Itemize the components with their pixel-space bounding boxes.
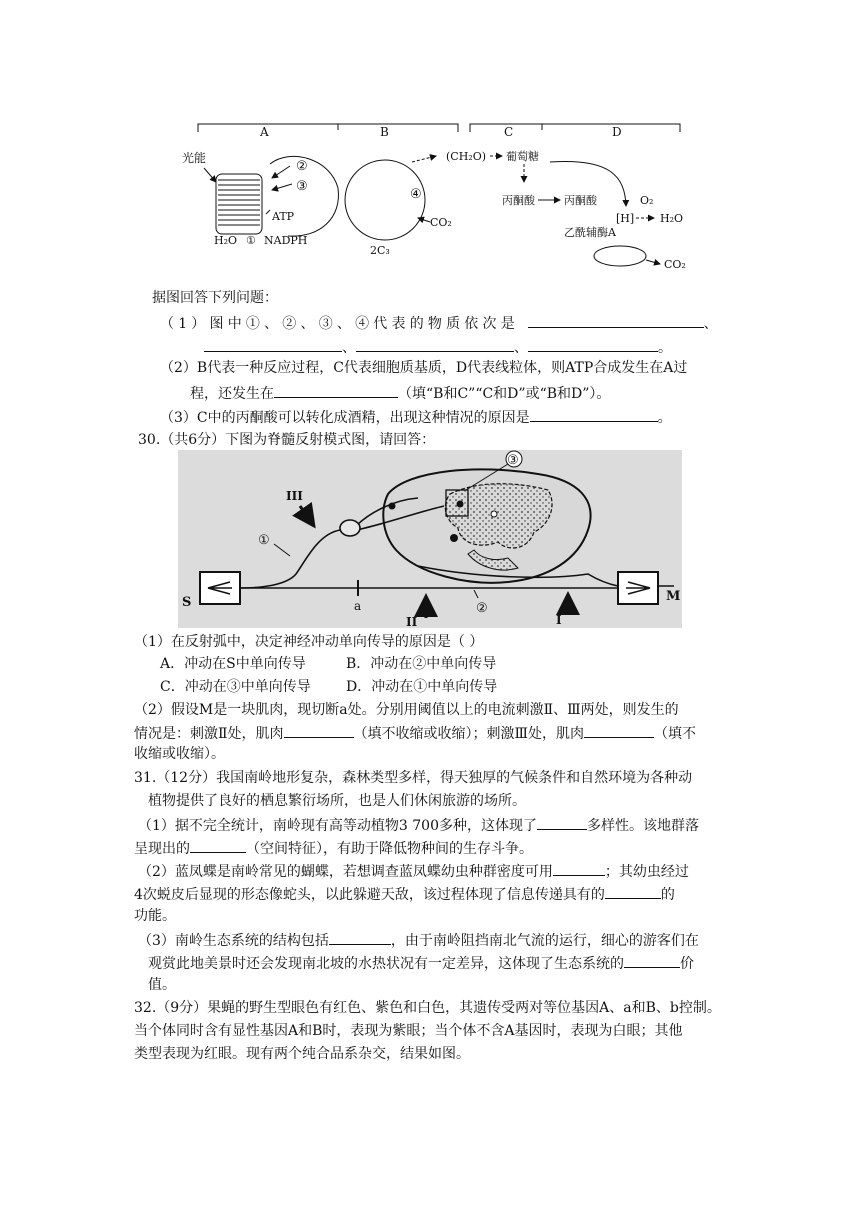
substance-3-label: ③ [296, 179, 308, 194]
ch2o-label: (CH₂O) [446, 150, 487, 163]
q31-line9-text: 观赏此地美景时还会发现南北坡的水热状况有一定差异，这体现了生态系统的 [148, 956, 624, 972]
answer-blank-4[interactable] [528, 336, 658, 352]
q32-line1: 32.（9分）果蝇的野生型眼色有红色、紫色和白色，其遗传受两对等位基因A、a和B、b控制。 [134, 1000, 721, 1016]
q30-part1: （1）在反射弧中，决定神经冲动单向传导的原因是（ ） [134, 634, 484, 650]
label-3: ③ [507, 453, 519, 468]
answer-blank-11[interactable] [553, 860, 605, 876]
label-II: II [406, 615, 418, 628]
substance-1-label: ① [246, 234, 256, 247]
q29-part1-text: （1）图中①、②、③、④代表的物质依次是 [160, 316, 519, 332]
pyruvate-label-d: 丙酮酸 [564, 194, 597, 207]
q31-line6-tail: 的 [660, 887, 675, 903]
q32-line3: 类型表现为红眼。现有两个纯合品系杂交，结果如图。 [134, 1046, 470, 1062]
section-label-b: B [380, 125, 389, 139]
answer-blank-8[interactable] [584, 722, 654, 738]
q31-line6 [134, 883, 675, 905]
light-energy-label: 光能 [182, 151, 207, 165]
q29-intro: 据图回答下列问题： [152, 290, 278, 306]
c3-label: 2C₃ [370, 244, 390, 257]
q29-end-1: 。 [658, 340, 672, 356]
label-M: M [666, 589, 681, 604]
label-2: ② [476, 601, 488, 616]
q30-part2-line2 [134, 722, 696, 744]
answer-blank-1[interactable] [528, 312, 704, 328]
answer-blank-5[interactable] [274, 382, 398, 398]
answer-blank-2[interactable] [204, 336, 342, 352]
q30-heading: 30.（共6分）下图为脊髓反射模式图，请回答： [138, 432, 436, 448]
q30-option-c[interactable]: C．冲动在③中单向传导 [160, 679, 311, 695]
answer-blank-6[interactable] [530, 406, 658, 422]
q29-sep-2: 、 [342, 340, 356, 356]
q32-line2: 当个体同时含有显性基因A和B时，表现为紫眼；当个体不含A基因时，表现为白眼；其他 [134, 1023, 683, 1039]
section-label-d: D [612, 125, 622, 139]
answer-blank-7[interactable] [284, 722, 354, 738]
label-1: ① [258, 533, 270, 548]
q31-part1-text: （1）据不完全统计，南岭现有高等动植物3 700多种，这体现了 [138, 818, 537, 834]
q31-line8 [138, 929, 699, 951]
co2-output-label: CO₂ [664, 258, 686, 271]
q30-part2-line1: （2）假设M是一块肌肉，现切断a处。分别用阈值以上的电流刺激Ⅱ、Ⅲ两处，则发生的 [134, 702, 679, 718]
label-S: S [182, 595, 192, 610]
q31-line9-tail: 价 [680, 956, 694, 972]
oxygen-label: O₂ [640, 194, 654, 207]
q31-part3-tail: ，由于南岭阻挡南北气流的运行，细心的游客们在 [390, 933, 699, 949]
thylakoid-stack-icon [216, 174, 262, 234]
q29-part1-line2 [204, 336, 672, 358]
q31-line4-tail: （空间特征），有助于降低物种间的生存斗争。 [246, 841, 533, 857]
label-III: III [286, 489, 303, 503]
substance-4-label: ④ [410, 187, 422, 202]
substance-2-label: ② [296, 159, 308, 174]
answer-blank-13[interactable] [329, 929, 391, 945]
section-label-c: C [504, 125, 514, 139]
citric-acid-cycle [594, 246, 646, 266]
q30-option-d[interactable]: D．冲动在①中单向传导 [346, 679, 498, 695]
co2-input-label: CO₂ [430, 216, 452, 229]
q31-line4-text: 呈现出的 [134, 841, 190, 857]
q31-part1-tail: 多样性。该地群落 [587, 818, 699, 834]
hydrogen-label: [H] [616, 212, 635, 225]
glucose-label: 葡萄糖 [506, 150, 539, 163]
q29-part1-line1 [160, 312, 722, 334]
q31-line2: 植物提供了良好的栖息繁衍场所，也是人们休闲旅游的场所。 [148, 793, 526, 809]
q31-line9 [148, 952, 694, 974]
answer-blank-14[interactable] [624, 952, 680, 968]
q30-part2-text: 情况是：刺激Ⅱ处，肌肉 [134, 726, 284, 742]
q30-part2-hint: （填不收缩或收缩）；刺激Ⅲ处，肌肉 [353, 726, 585, 742]
section-label-a: A [260, 125, 269, 139]
nadph-label: NADPH [264, 234, 308, 247]
answer-blank-9[interactable] [537, 814, 587, 830]
label-a: a [354, 599, 362, 613]
q31-part2-text: （2）蓝凤蝶是南岭常见的蝴蝶，若想调查蓝凤蝶幼虫种群密度可用 [138, 864, 553, 880]
q31-line5 [138, 860, 689, 882]
q29-part3 [160, 406, 672, 428]
atp-label: ATP [272, 210, 295, 223]
pyruvate-label-c: 丙酮酸 [502, 194, 535, 207]
q31-line3 [138, 814, 699, 836]
q29-part2-text: 程，还发生在 [190, 386, 274, 402]
q31-line7: 功能。 [134, 908, 176, 924]
water-label: H₂O [214, 234, 238, 247]
answer-blank-3[interactable] [356, 336, 514, 352]
q31-line6-text: 4次蜕皮后显现的形态像蛇头，以此躲避天敌，该过程体现了信息传递具有的 [134, 887, 605, 903]
q31-line1: 31.（12分）我国南岭地形复杂，森林类型多样，得天独厚的气候条件和自然环境为各种动 [134, 770, 693, 786]
acetyl-coa-label: 乙酰辅酶A [564, 226, 616, 239]
q29-end-3: 。 [657, 410, 672, 426]
q30-part2-hint2: （填不 [654, 726, 697, 742]
q30-option-b[interactable]: B．冲动在②中单向传导 [346, 656, 497, 672]
q29-part2-line2 [190, 382, 610, 404]
q29-part1-sep: 、 [703, 316, 722, 332]
q29-sep-3: 、 [514, 340, 528, 356]
spinal-reflex-figure [178, 450, 682, 628]
q30-option-a[interactable]: A．冲动在S中单向传导 [160, 656, 306, 672]
label-I: I [556, 613, 562, 627]
q29-part2-hint: （填“B和C”“C和D”或“B和D”）。 [398, 386, 611, 402]
q30-part2-line3: 收缩或收缩）。 [134, 746, 225, 762]
q29-part3-text: （3）C中的丙酮酸可以转化成酒精，出现这种情况的原因是 [160, 410, 530, 426]
q31-line4 [134, 837, 533, 859]
q31-line10: 值。 [148, 977, 176, 993]
q31-part3-text: （3）南岭生态系统的结构包括 [138, 933, 329, 949]
water-output-label: H₂O [660, 212, 684, 225]
answer-blank-12[interactable] [605, 883, 661, 899]
photosynthesis-respiration-figure [180, 118, 700, 278]
q29-part2-line1: （2）B代表一种反应过程，C代表细胞质基质，D代表线粒体，则ATP合成发生在A过 [160, 360, 688, 376]
answer-blank-10[interactable] [190, 837, 246, 853]
q31-part2-tail: ；其幼虫经过 [604, 864, 689, 880]
